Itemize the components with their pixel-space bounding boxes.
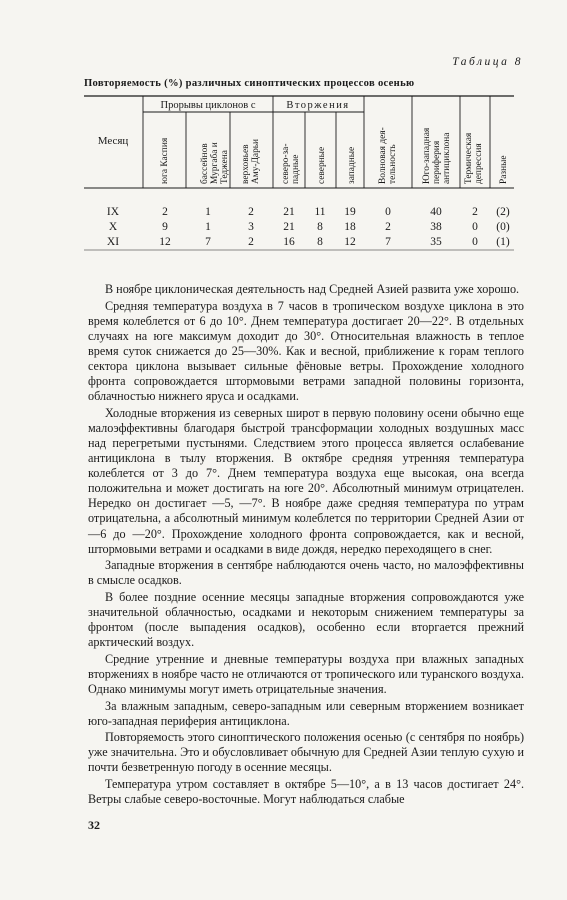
table-cell: (0)	[496, 221, 510, 233]
paragraph: В более поздние осенние месяцы западные вторжения сопровождаются уже значительной облачностью, осадками и некоторым снижением температуры за фронтом (после выпадения осадков), особенно если вторгается прежний арктический воздух.	[88, 589, 524, 650]
table-cell: 1	[205, 206, 211, 218]
paragraph: Повторяемость этого синоптического положения осенью (с сентября по ноябрь) уже значительна. Это и обусловливает обычную для Средней Азии теплую сухую и почти безветренную погоду в осенние месяцы.	[88, 730, 524, 775]
table-cell: 1	[205, 221, 211, 233]
table-cell-month: X	[108, 221, 118, 233]
col-header-line: депрессия	[474, 143, 484, 184]
table-cell: 0	[472, 236, 478, 248]
table-cell: (2)	[496, 206, 510, 218]
col-header-upper-amudarya	[241, 139, 261, 184]
table-cell: 38	[430, 221, 442, 233]
group-header-cyclones: Прорывы циклонов с	[160, 100, 256, 111]
col-header-line: северо-за-	[281, 143, 291, 184]
col-header-line: тельность	[388, 144, 398, 184]
table-cell-month: IX	[106, 206, 120, 218]
table-cell: 7	[205, 236, 211, 248]
col-header-line: Термическая	[464, 132, 474, 184]
table-cell: 19	[344, 206, 356, 218]
table-cell: 0	[385, 206, 391, 218]
table-cell: 12	[344, 236, 356, 248]
paragraph: Температура утром составляет в октябре 5—10°, а в 13 часов достигает 24°. Ветры слабые северо-восточные. Могут наблюдаться слабые	[88, 777, 524, 807]
paragraph: Средняя температура воздуха в 7 часов в тропическом воздухе циклона в это время колеблется от 6 до 10°. Днем температура достигает 20—22°. В отдельных случаях на юге максимум доходит до 30°. Относительная влажность в теплое время суток снижается до 25—30%. Как и весной, приближение к горам теплого сектора циклона вызывает сильные фёновые ветры. Прохождение холодного фронта сопровождается штормовыми ветрами западной половины горизонта, облачностью нижнего яруса и осадками.	[88, 298, 524, 404]
col-header-line: Мургаба и	[210, 142, 220, 184]
table-cell: 8	[317, 221, 323, 233]
table-cell: (1)	[496, 236, 510, 248]
col-header-murgab-tedzhen	[199, 142, 230, 184]
col-header-line: бассейнов	[200, 143, 210, 184]
col-header-southwest-anticyclone	[422, 127, 452, 184]
paragraph: В ноябре циклоническая деятельность над Средней Азией развита уже хорошо.	[105, 282, 520, 296]
table-cell-month: XI	[106, 236, 120, 248]
table-cell: 35	[430, 236, 442, 248]
col-header-line: Волновая дея-	[378, 127, 388, 184]
table-cell: 7	[385, 236, 391, 248]
col-header-north: северные	[317, 146, 327, 184]
month-header: Месяц	[97, 135, 129, 147]
table-number: Таблица 8	[452, 56, 523, 68]
table-cell: 11	[314, 206, 326, 218]
col-header-west: западные	[347, 146, 357, 184]
table-cell: 0	[472, 221, 478, 233]
paragraph: Средние утренние и дневные температуры воздуха при влажных западных вторжениях в ноябре часто не отличаются от тропического или туранского воздуха. Однако минимумы могут иметь отрицательные значения.	[88, 651, 524, 696]
paragraph: За влажным западным, северо-западным или северным вторжением возникает юго-западная периферия антициклона.	[88, 698, 524, 728]
col-header-south-caspian: юга Каспия	[160, 137, 170, 184]
table-cell: 9	[162, 221, 168, 233]
col-header-line: Теджена	[220, 150, 230, 184]
col-header-line: падные	[291, 154, 301, 184]
table-cell: 2	[472, 206, 478, 218]
table-cell: 2	[385, 221, 391, 233]
group-header-invasions: Вторжения	[286, 100, 350, 111]
col-header-line: Аму-Дарьи	[251, 138, 261, 184]
col-header-various: Разные	[499, 155, 509, 184]
table-cell: 40	[430, 206, 442, 218]
table-cell: 2	[248, 236, 254, 248]
page-number: 32	[88, 818, 100, 832]
col-header-wave-activity	[378, 127, 398, 184]
table-cell: 2	[248, 206, 254, 218]
paragraph: Западные вторжения в сентябре наблюдаются очень часто, но малоэффективны в смысле осадков.	[88, 558, 524, 588]
col-header-northwest	[281, 144, 301, 184]
table-cell: 21	[283, 206, 295, 218]
table-cell: 18	[344, 221, 356, 233]
table-cell: 12	[159, 236, 171, 248]
table-cell: 2	[162, 206, 168, 218]
table-title: Повторяемость (%) различных синоптических процессов осенью	[84, 78, 415, 89]
table-cell: 3	[248, 221, 254, 233]
table-body	[107, 206, 510, 248]
table-cell: 16	[283, 236, 295, 248]
col-header-thermal-depression	[464, 132, 484, 184]
col-header-line: верховьев	[241, 144, 251, 184]
data-table	[0, 0, 567, 270]
col-header-line: периферия	[432, 140, 442, 184]
col-header-line: Юго-западная	[422, 127, 432, 184]
table-cell: 8	[317, 236, 323, 248]
table-cell: 21	[283, 221, 295, 233]
col-header-line: антициклона	[442, 132, 452, 184]
paragraph: Холодные вторжения из северных широт в первую половину осени обычно еще малоэффективны благодаря быстрой трансформации холодных воздушных масс над перегретыми пустынями. Следствием этого процесса является ослабевание антициклона в тылу вторжения. В октябре средняя утренняя температура колеблется от 3 до 7°. Днем температура воздуха еще высокая, она всегда положительна и может достигать на юге 20°. Абсолютный минимум отрицателен. Нередко он достигает —5, —7°. В ноябре даже средняя температура по утрам отрицательна, а абсолютный минимум колеблется по территории Средней Азии от —6 до —20°. Прохождение холодного фронта сопровождается, как и весной, штормовыми ветрами и осадками в виде дождя, нередко переходящего в снег.	[88, 405, 524, 556]
body-text	[88, 282, 524, 809]
